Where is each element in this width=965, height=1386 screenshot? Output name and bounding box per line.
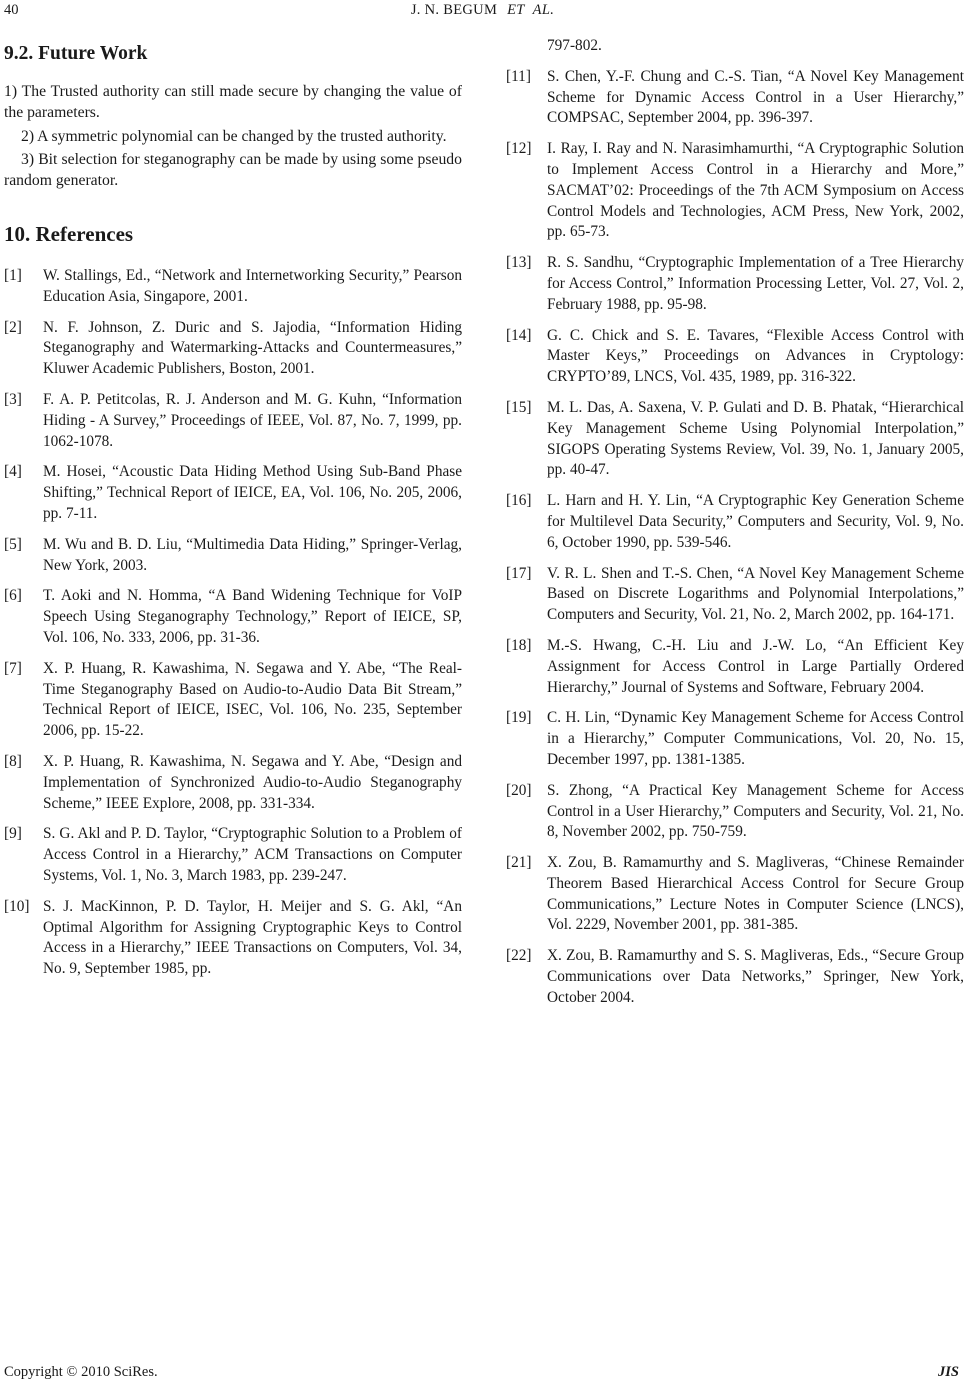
reference-item	[506, 853, 964, 936]
reference-item	[506, 326, 964, 388]
future-work-item: 2) A symmetric polynomial can be changed by the trusted authority.	[21, 127, 447, 145]
future-work-item: 3) Bit selection for steganography can be made by using some pseudo random generator.	[4, 151, 462, 190]
future-work-item: 1) The Trusted authority can still made secure by changing the value of the parameters.	[4, 83, 462, 121]
reference-number: [5]	[4, 535, 22, 553]
reference-number: [14]	[506, 326, 532, 344]
reference-number: [7]	[4, 659, 22, 677]
future-work-list	[4, 82, 462, 192]
right-column	[506, 36, 964, 1019]
reference-item	[506, 781, 964, 843]
reference-text: C. H. Lin, “Dynamic Key Management Scheme for Access Control in a Hierarchy,” Computer Communications, Vol. 20, No. 15, December 1997, pp. 1381-1385.	[547, 709, 964, 768]
reference-number: [18]	[506, 636, 532, 654]
reference-number: [15]	[506, 398, 532, 416]
reference-number: [1]	[4, 266, 22, 284]
reference-number: [11]	[506, 67, 531, 85]
reference-text: V. R. L. Shen and T.-S. Chen, “A Novel Key Management Scheme Based on Discrete Logarithms and Polynomial Interpolations,” Computers and Security, Vol. 21, No. 2, March 2002, pp. 164-171.	[547, 564, 964, 624]
journal-abbreviation: JIS	[938, 1364, 959, 1380]
reference-text: S. Chen, Y.-F. Chung and C.-S. Tian, “A Novel Key Management Scheme for Dynamic Access Control in a User Hierarchy,” COMPSAC, September 2004, pp. 396-397.	[547, 67, 964, 127]
reference-text: T. Aoki and N. Homma, “A Band Widening Technique for VoIP Speech Using Steganography Technology,” Report of IEICE, SP, Vol. 106, No. 333, 2006, pp. 31-36.	[43, 587, 462, 646]
reference-item	[4, 824, 462, 886]
left-column	[4, 30, 462, 990]
reference-text: S. G. Akl and P. D. Taylor, “Cryptographic Solution to a Problem of Access Control in a Hierarchy,” ACM Transactions on Computer Systems, Vol. 1, No. 3, March 1983, pp. 239-247.	[43, 825, 462, 884]
copyright-notice: Copyright © 2010 SciRes.	[4, 1364, 158, 1380]
reference-number: [16]	[506, 492, 532, 510]
reference-item	[506, 491, 964, 553]
reference-number: [6]	[4, 587, 22, 605]
page-number: 40	[4, 2, 19, 18]
reference-text: X. P. Huang, R. Kawashima, N. Segawa and Y. Abe, “Design and Implementation of Synchronized Audio-to-Audio Steganography Scheme,” IEEE Explore, 2008, pp. 331-334.	[43, 752, 462, 812]
reference-number: [4]	[4, 463, 22, 481]
reference-item	[506, 946, 964, 1008]
reference-text: W. Stallings, Ed., “Network and Internetworking Security,” Pearson Education Asia, Singapore, 2001.	[43, 266, 462, 305]
reference-text: I. Ray, I. Ray and N. Narasimhamurthi, “A Cryptographic Solution to Implement Access Control in a Hierarchy and More,” SACMAT’02: Proceedings of the 7th ACM Symposium on Access Control Models and Technologies, ACM Press, New York, 2002, pp. 65-73.	[547, 140, 964, 241]
reference-item	[4, 462, 462, 524]
reference-text: L. Harn and H. Y. Lin, “A Cryptographic Key Generation Scheme for Multilevel Data Security,” Computers and Security, Vol. 9, No. 6, October 1990, pp. 539-546.	[547, 492, 964, 551]
reference-number: [8]	[4, 752, 22, 770]
reference-text: N. F. Johnson, Z. Duric and S. Jajodia, “Information Hiding Steganography and Watermarking-Attacks and Countermeasures,” Kluwer Academic Publishers, Boston, 2001.	[43, 318, 462, 378]
reference-item	[4, 266, 462, 308]
reference-item	[506, 398, 964, 481]
reference-list-left	[4, 266, 462, 980]
reference-item	[506, 636, 964, 698]
reference-number: [17]	[506, 564, 532, 582]
reference-text: M.-S. Hwang, C.-H. Liu and J.-W. Lo, “An Efficient Key Assignment for Access Control in Large Partially Ordered Hierarchy,” Journal of Systems and Software, February 2004.	[547, 636, 964, 696]
reference-item	[506, 67, 964, 129]
reference-number: [9]	[4, 825, 22, 843]
reference-number: [22]	[506, 947, 532, 965]
reference-item	[4, 586, 462, 648]
reference-text: X. Zou, B. Ramamurthy and S. S. Magliveras, Eds., “Secure Group Communications over Data Networks,” Springer, New York, October 2004.	[547, 947, 964, 1006]
header-al: AL.	[532, 2, 555, 18]
reference-number: [2]	[4, 318, 22, 336]
reference-item	[4, 535, 462, 577]
future-work-heading: 9.2. Future Work	[4, 43, 148, 64]
reference-text: G. C. Chick and S. E. Tavares, “Flexible Access Control with Master Keys,” Proceedings on Advances in Cryptology: CRYPTO’89, LNCS, Vol. 435, 1989, pp. 316-322.	[547, 326, 964, 386]
reference-number: [19]	[506, 709, 532, 727]
reference-text: R. S. Sandhu, “Cryptographic Implementation of a Tree Hierarchy for Access Control,” Information Processing Letter, Vol. 27, Vol. 2, February 1988, pp. 95-98.	[547, 254, 964, 313]
reference-text: S. Zhong, “A Practical Key Management Scheme for Access Control in a User Hierarchy,” Computers and Security, Vol. 21, No. 8, November 2002, pp. 750-759.	[547, 781, 964, 841]
reference-text: X. P. Huang, R. Kawashima, N. Segawa and Y. Abe, “The Real-Time Steganography Based on Audio-to-Audio Data Bit Stream,” Technical Report of IEICE, ISEC, Vol. 106, No. 235, September 2006, pp. 15-22.	[43, 659, 462, 740]
reference-text: M. L. Das, A. Saxena, V. P. Gulati and D. B. Phatak, “Hierarchical Key Management Scheme Using Polynomial Interpolation,” SIGOPS Operating Systems Review, Vol. 39, No. 1, January 2005, pp. 40-47.	[547, 398, 964, 479]
reference-text: X. Zou, B. Ramamurthy and S. Magliveras, “Chinese Remainder Theorem Based Hierarchical Access Control for Secure Group Communications,” Lecture Notes in Computer Science (LNCS), Vol. 2229, November 2001, pp. 381-385.	[547, 854, 964, 934]
reference-text: M. Wu and B. D. Liu, “Multimedia Data Hiding,” Springer-Verlag, New York, 2003.	[43, 535, 462, 574]
reference-item	[4, 659, 462, 742]
header-et: ET	[507, 2, 525, 18]
reference-text: S. J. MacKinnon, P. D. Taylor, H. Meijer and S. G. Akl, “An Optimal Algorithm for Assigning Cryptographic Keys to Control Access in a Hierarchy,” IEEE Transactions on Computers, Vol. 34, No. 9, September 1985, pp.	[43, 897, 462, 978]
reference-number: [10]	[4, 897, 30, 915]
reference-item	[4, 897, 462, 980]
header-author: J. N. BEGUM	[410, 2, 498, 18]
reference-number: [3]	[4, 390, 22, 408]
reference-number: [12]	[506, 140, 532, 158]
reference-continuation: 797-802.	[547, 37, 602, 54]
reference-item	[506, 253, 964, 315]
reference-item	[4, 318, 462, 380]
reference-item	[4, 390, 462, 452]
reference-number: [21]	[506, 854, 532, 872]
references-heading: 10. References	[4, 221, 134, 246]
reference-number: [20]	[506, 781, 532, 799]
reference-item	[506, 564, 964, 626]
reference-item	[506, 139, 964, 243]
reference-text: M. Hosei, “Acoustic Data Hiding Method Using Sub-Band Phase Shifting,” Technical Report of IEICE, EA, Vol. 106, No. 205, 2006, pp. 7-11.	[43, 463, 462, 522]
reference-number: [13]	[506, 254, 532, 272]
reference-item	[4, 752, 462, 814]
reference-text: F. A. P. Petitcolas, R. J. Anderson and M. G. Kuhn, “Information Hiding - A Survey,” Proceedings of IEEE, Vol. 87, No. 7, 1999, pp. 1062-1078.	[43, 390, 462, 450]
running-header	[0, 2, 965, 19]
reference-item	[506, 708, 964, 770]
